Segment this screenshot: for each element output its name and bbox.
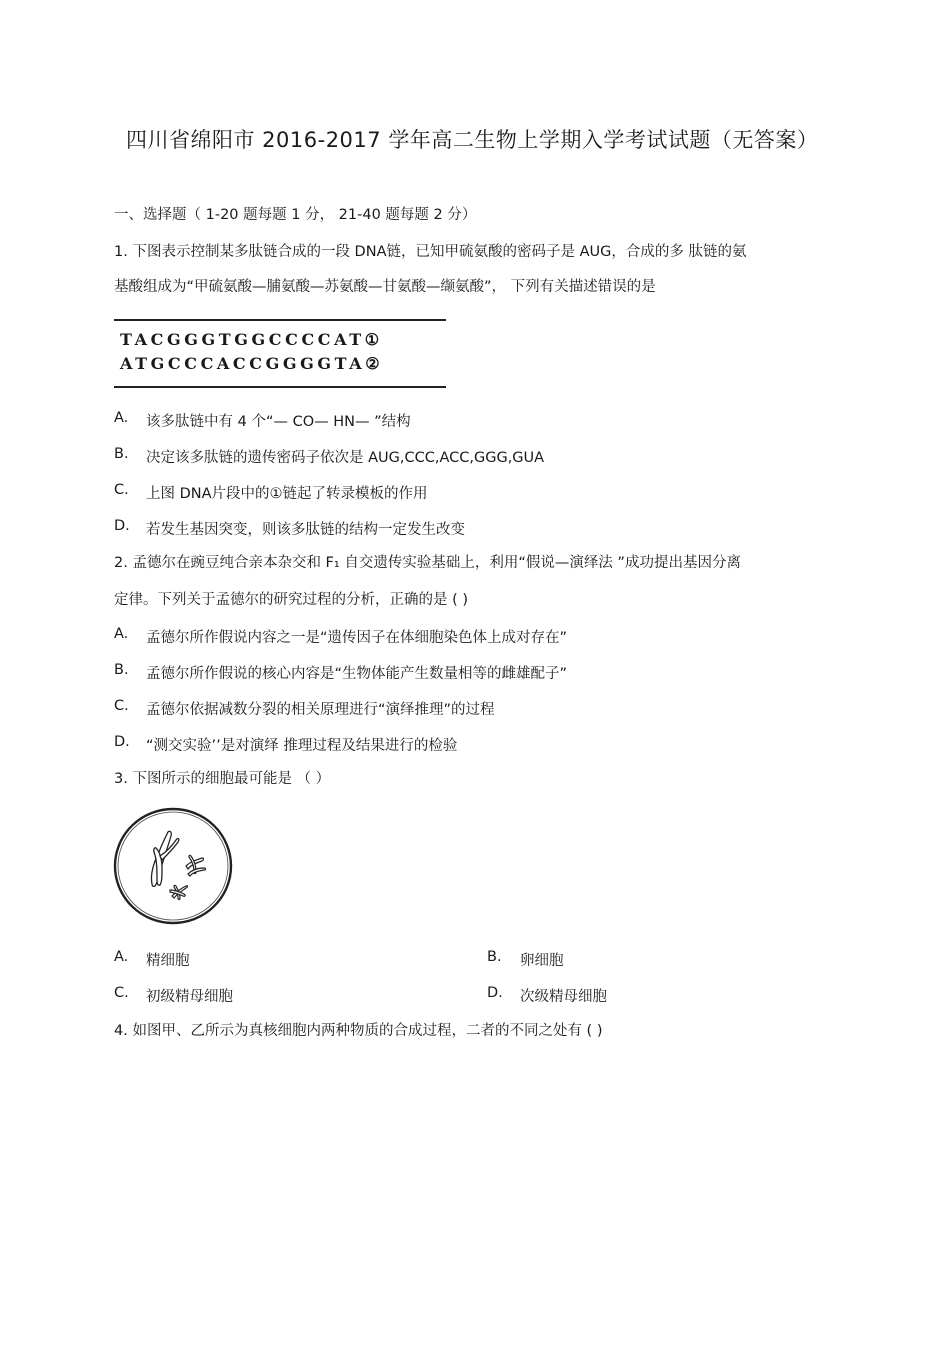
option-text: 该多肽链中有 4 个“— CO— HN— ”结构 xyxy=(146,414,411,430)
option-letter: B. xyxy=(114,446,129,462)
option-text: 孟德尔所作假说的核心内容是“生物体能产生数量相等的雌雄配子” xyxy=(146,666,568,682)
section-heading: 一、选择题（ 1-20 题每题 1 分， 21-40 题每题 2 分） xyxy=(114,207,477,223)
dna-strand-2-mark: ② xyxy=(365,354,380,373)
dna-bottom-rule xyxy=(114,386,446,388)
question-3-line-1: 3. 下图所示的细胞最可能是 （ ） xyxy=(114,771,331,787)
question-4-line-1: 4. 如图甲、乙所示为真核细胞内两种物质的合成过程，二者的不同之处有 ( ) xyxy=(114,1023,603,1039)
dna-strand-2 xyxy=(120,354,380,373)
cell-membrane-inner xyxy=(118,812,228,920)
option-letter: A. xyxy=(114,410,129,426)
option-letter: C. xyxy=(114,482,129,498)
dna-strand-1-seq: TACGGGTGGCCCCAT xyxy=(120,330,365,349)
option-letter: A. xyxy=(114,626,129,642)
option-text: 精细胞 xyxy=(146,953,190,969)
dna-strand-1 xyxy=(120,330,379,349)
option-letter: D. xyxy=(487,985,503,1001)
option-letter: B. xyxy=(487,949,502,965)
cell-membrane xyxy=(115,809,231,923)
option-text: 决定该多肽链的遗传密码子依次是 AUG,CCC,ACC,GGG,GUA xyxy=(146,450,545,466)
question-2-line-1: 2. 孟德尔在豌豆纯合亲本杂交和 F₁ 自交遗传实验基础上，利用“假说—演绎法 ”成功提出基因分离 xyxy=(114,555,741,571)
option-letter: C. xyxy=(114,985,129,1001)
option-letter: A. xyxy=(114,949,129,965)
question-2-line-2: 定律。下列关于孟德尔的研究过程的分析，正确的是 ( ) xyxy=(114,592,469,608)
option-text: 次级精母细胞 xyxy=(520,989,607,1005)
cell-chromosome-figure xyxy=(112,806,234,926)
option-text: 卵细胞 xyxy=(520,953,564,969)
dna-strand-1-mark: ① xyxy=(364,330,380,349)
option-letter: D. xyxy=(114,734,130,750)
question-1-line-1: 1. 下图表示控制某多肽链合成的一段 DNA链，已知甲硫氨酸的密码子是 AUG，合成的多 肽链的氨 xyxy=(114,244,747,260)
option-text: 初级精母细胞 xyxy=(146,989,233,1005)
option-text: 孟德尔所作假说内容之一是“遗传因子在体细胞染色体上成对存在” xyxy=(146,630,568,646)
option-text: 孟德尔依据减数分裂的相关原理进行“演绎推理”的过程 xyxy=(146,702,495,718)
option-text: 上图 DNA片段中的①链起了转录模板的作用 xyxy=(146,486,428,502)
option-letter: C. xyxy=(114,698,129,714)
option-letter: B. xyxy=(114,662,129,678)
chromosome-medium xyxy=(186,855,206,876)
chromosome-small xyxy=(170,885,188,899)
dna-top-rule xyxy=(114,319,446,321)
page-title: 四川省绵阳市 2016-2017 学年高二生物上学期入学考试试题（无答案） xyxy=(126,128,819,152)
dna-strand-2-seq: ATGCCCACCGGGGTA xyxy=(120,354,366,373)
dna-sequence-figure xyxy=(114,318,446,389)
option-text: “测交实验’’是对演绎 推理过程及结果进行的检验 xyxy=(146,738,458,754)
chromosome-large xyxy=(151,831,178,886)
option-text: 若发生基因突变，则该多肽链的结构一定发生改变 xyxy=(146,522,465,538)
option-letter: D. xyxy=(114,518,130,534)
question-1-line-2: 基酸组成为“甲硫氨酸—脯氨酸—苏氨酸—甘氨酸—缬氨酸”， 下列有关描述错误的是 xyxy=(114,279,656,295)
